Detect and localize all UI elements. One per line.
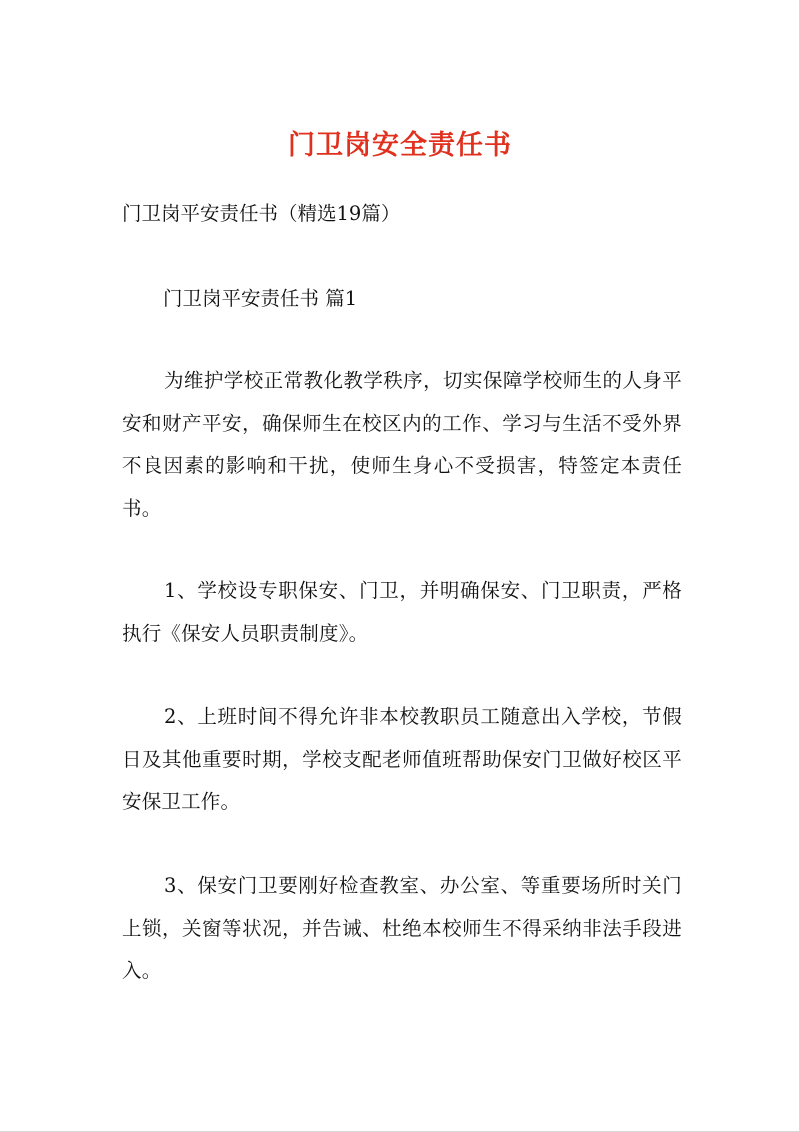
paragraph-item-1: 1、学校设专职保安、门卫，并明确保安、门卫职责，严格执行《保安人员职责制度》。 xyxy=(122,579,682,645)
paragraph-item-3: 3、保安门卫要刚好检查教室、办公室、等重要场所时关门上锁，关窗等状况，并告诫、杜绝本校师生不得采纳非法手段进入。 xyxy=(122,874,682,982)
document-title: 门卫岗安全责任书 xyxy=(288,130,512,161)
paragraph-item-2: 2、上班时间不得允许非本校教职员工随意出入学校，节假日及其他重要时期，学校支配老师值班帮助保安门卫做好校区平安保卫工作。 xyxy=(122,705,682,813)
paragraph-intro: 为维护学校正常教化教学秩序，切实保障学校师生的人身平安和财产平安，确保师生在校区内的工作、学习与生活不受外界不良因素的影响和干扰，使师生身心不受损害，特签定本责任书。 xyxy=(122,369,682,520)
section-heading: 门卫岗平安责任书 篇1 xyxy=(163,287,358,310)
document-subtitle: 门卫岗平安责任书（精选19篇） xyxy=(122,202,401,225)
